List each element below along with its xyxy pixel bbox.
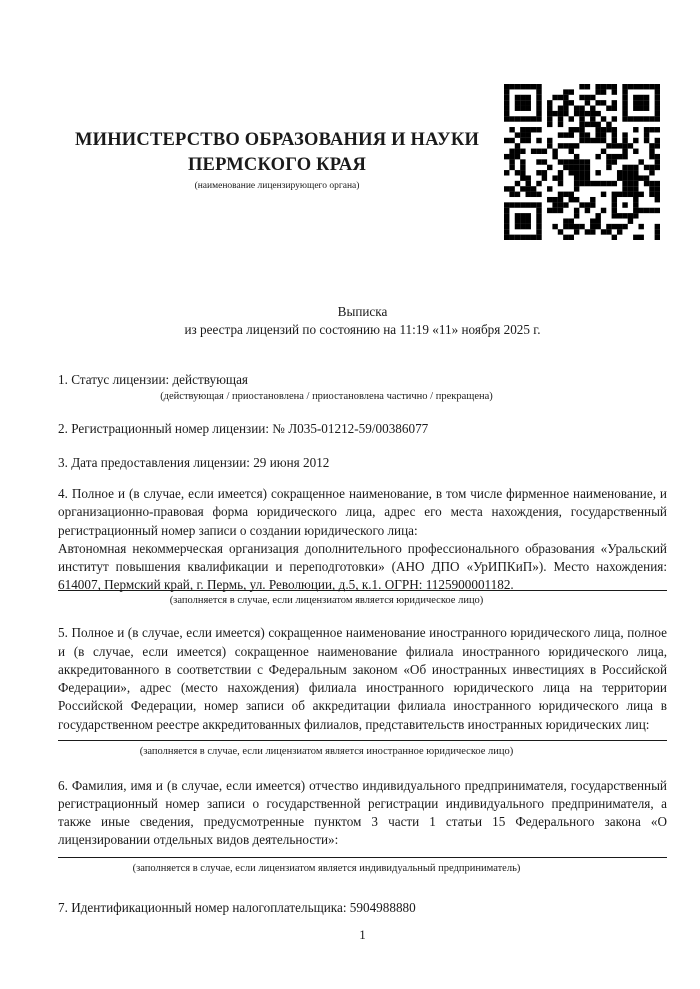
field-legal-entity-label: 4. Полное и (в случае, если имеется) сокращенное наименование, в том числе фирменное наименование, и организационно-правовая форма юридического лица, адрес его места нахождения, государственный регистрационный номер записи о создании юридического лица: bbox=[58, 485, 667, 538]
document-title bbox=[58, 303, 667, 340]
note-legal-entity: (заполняется в случае, если лицензиатом является юридическое лицо) bbox=[169, 594, 484, 606]
field-foreign-entity-label: 5. Полное и (в случае, если имеется) сокращенное наименование иностранного юридического лица, полное и (в случае, если имеется) сокращенное наименование филиала иностранного юридического лица, аккредитованного в соответствии с Федеральным законом «Об иностранных инвестициях в Российской Федерации», адрес (место нахождения) филиала иностранного юридического лица на территории Российской Федерации, номер записи об аккредитации филиала иностранного юридического лица в государственном реестре аккредитованных филиалов, представительств иностранных юридических лиц: bbox=[58, 625, 667, 732]
field-registration-number: 2. Регистрационный номер лицензии: № Л035-01212-59/00386077 bbox=[58, 421, 429, 437]
note-foreign-entity: (заполняется в случае, если лицензиатом является иностранное юридическое лицо) bbox=[139, 746, 514, 758]
divider-foreign-entity bbox=[58, 740, 667, 741]
note-individual-entrepreneur: (заполняется в случае, если лицензиатом является индивидуальный предприниматель) bbox=[132, 862, 521, 874]
field-taxpayer-number: 7. Идентификационный номер налогоплательщика: 5904988880 bbox=[58, 900, 416, 916]
document-body bbox=[58, 303, 667, 918]
note-license-status-options: (действующая / приостановлена / приостановлена частично / прекращена) bbox=[160, 390, 493, 402]
divider-individual-entrepreneur bbox=[58, 857, 667, 858]
ministry-name-line1: МИНИСТЕРСТВО ОБРАЗОВАНИЯ И НАУКИ bbox=[74, 130, 480, 150]
field-license-grant-date: 3. Дата предоставления лицензии: 29 июня 2012 bbox=[58, 454, 330, 470]
ministry-name-line2: ПЕРМСКОГО КРАЯ bbox=[187, 155, 367, 175]
field-legal-entity-value: Автономная некоммерческая организация дополнительного профессионального образования «Уральский институт повышения квалификации и переподготовки» (АНО ДПО «УрИПКиП»). Место нахождения: 614007, Пермский край, г. Пермь, ул. Революции, д.5, к.1. ОГРН: 1125900001182. bbox=[58, 540, 667, 593]
qr-code-icon bbox=[504, 84, 660, 240]
document-title-line1: Выписка bbox=[337, 304, 388, 319]
field-individual-entrepreneur-label: 6. Фамилия, имя и (в случае, если имеется) отчество индивидуального предпринимателя, государственный регистрационный номер записи о государственной регистрации индивидуального предпринимателя, а также иные сведения, предусмотренные пунктом 3 части 1 статьи 15 Федерального закона «О лицензировании отдельных видов деятельности»: bbox=[58, 777, 667, 848]
page-number: 1 bbox=[359, 927, 366, 942]
document-title-line2: из реестра лицензий по состоянию на 11:19 «11» ноября 2025 г. bbox=[184, 322, 541, 338]
ministry-name bbox=[47, 128, 507, 178]
field-license-status: 1. Статус лицензии: действующая bbox=[58, 371, 249, 387]
licensing-authority-block bbox=[47, 128, 507, 193]
ministry-caption: (наименование лицензирующего органа) bbox=[194, 181, 360, 191]
